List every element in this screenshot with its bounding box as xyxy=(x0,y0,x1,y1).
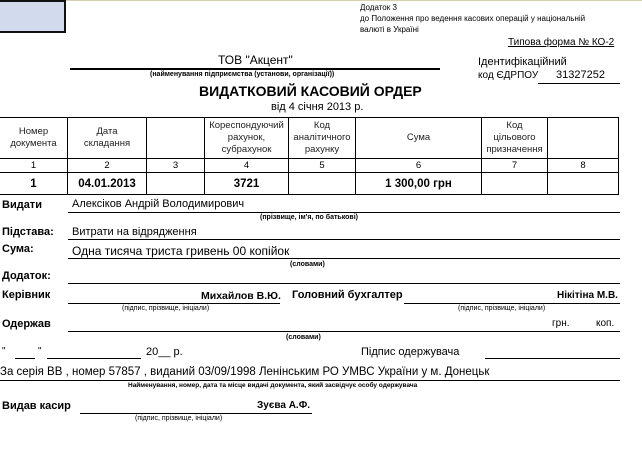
colnum-2: 2 xyxy=(68,159,147,173)
id-code: 31327252 xyxy=(556,69,605,81)
cell-corr-account[interactable]: 3721 xyxy=(205,173,289,195)
attachment-label: Додаток: xyxy=(2,270,51,282)
issue-to-caption: (прізвище, ім'я, по батькові) xyxy=(260,214,358,221)
organization-caption: (найменування підприємства (установи, організації)) xyxy=(150,71,335,78)
chief-accountant-caption: (підпис, прізвище, ініціали) xyxy=(458,305,546,312)
id-document-underline xyxy=(0,380,620,381)
cell-date[interactable]: 04.01.2013 xyxy=(68,173,147,195)
date-quote-close: " xyxy=(38,346,42,357)
colnum-6: 6 xyxy=(356,159,482,173)
date-day-blank[interactable] xyxy=(15,358,35,359)
header-amount: Сума xyxy=(356,118,482,159)
cashier-caption: (підпис, прізвище, ініціали) xyxy=(135,415,223,422)
organization-name: ТОВ "Акцент" xyxy=(218,53,293,67)
colnum-3: 3 xyxy=(147,159,205,173)
chief-accountant-label: Головний бухгалтер xyxy=(292,289,403,301)
basis-value[interactable]: Витрати на відрядження xyxy=(72,226,197,238)
id-code-underline xyxy=(538,83,620,84)
head-caption: (підпис, прізвище, ініціали) xyxy=(122,305,210,312)
received-uah: грн. xyxy=(552,318,570,329)
id-document-caption: Найменування, номер, дата та місце видачі документа, який засвідчує особу одержувача xyxy=(128,382,418,389)
header-analytic-code: Код аналітичного рахунку xyxy=(289,118,356,159)
head-underline xyxy=(68,303,280,304)
cashier-value[interactable]: Зуєва А.Ф. xyxy=(257,400,311,411)
colnum-4: 4 xyxy=(205,159,289,173)
order-table xyxy=(0,117,619,195)
amount-value[interactable]: Одна тисяча триста гривень 00 копійок xyxy=(72,244,290,258)
id-label-line1: Ідентифікаційний xyxy=(478,56,567,68)
issue-to-underline xyxy=(68,212,620,213)
amount-caption: (словами) xyxy=(290,261,325,268)
form-type: Типова форма № КО-2 xyxy=(508,37,615,48)
head-value[interactable]: Михайлов В.Ю. xyxy=(201,290,281,302)
header-col8 xyxy=(548,118,619,159)
cell-purpose-code[interactable] xyxy=(482,173,548,195)
colnum-1: 1 xyxy=(0,159,68,173)
date-year: 20__ р. xyxy=(146,346,183,358)
document-date: від 4 січня 2013 р. xyxy=(271,101,364,113)
header-date: Дата складання xyxy=(68,118,147,159)
basis-underline xyxy=(68,239,620,240)
cell-col8[interactable] xyxy=(548,173,619,195)
document-title: ВИДАТКОВИЙ КАСОВИЙ ОРДЕР xyxy=(199,83,422,99)
chief-accountant-underline xyxy=(404,303,620,304)
issue-to-value[interactable]: Алексіков Андрій Володимирович xyxy=(72,198,245,210)
id-document-value[interactable]: За серія ВВ , номер 57857 , виданий 03/09/1998 Ленінським РО УМВС України у м. Донецьк xyxy=(0,366,490,378)
chief-accountant-value[interactable]: Нікітіна М.В. xyxy=(557,290,618,301)
date-quote-open: " xyxy=(2,346,6,357)
received-underline xyxy=(68,331,620,332)
table-row xyxy=(0,173,619,195)
header-col3 xyxy=(147,118,205,159)
received-kop: коп. xyxy=(596,318,615,329)
amount-label: Сума: xyxy=(2,243,34,255)
amount-underline xyxy=(68,258,620,259)
cashier-label: Видав касир xyxy=(2,400,71,412)
appendix-line3: валюті в Україні xyxy=(360,25,419,34)
cell-col3[interactable] xyxy=(147,173,205,195)
header-purpose-code: Код цільового призначення xyxy=(482,118,548,159)
received-caption: (словами) xyxy=(286,334,321,341)
sheet-top-border xyxy=(0,0,642,1)
cashier-underline xyxy=(80,413,312,414)
cell-analytic-code[interactable] xyxy=(289,173,356,195)
cell-amount[interactable]: 1 300,00 грн xyxy=(356,173,482,195)
basis-label: Підстава: xyxy=(2,226,54,238)
organization-underline xyxy=(70,68,440,70)
cell-doc-number[interactable]: 1 xyxy=(0,173,68,195)
recipient-signature-line[interactable] xyxy=(485,358,620,359)
head-label: Керівник xyxy=(2,289,51,301)
id-label-line2: код ЄДРПОУ xyxy=(478,70,539,81)
received-label: Одержав xyxy=(2,318,51,330)
issue-to-label: Видати xyxy=(2,199,42,211)
colnum-5: 5 xyxy=(289,159,356,173)
table-header-row xyxy=(0,118,619,159)
header-corr-account: Кореспондуючий рахунок, субрахунок xyxy=(205,118,289,159)
appendix-line2: до Положення про ведення касових операцій у національній xyxy=(360,14,586,23)
recipient-signature-label: Підпис одержувача xyxy=(361,346,460,358)
selected-cell[interactable] xyxy=(0,0,66,33)
table-column-number-row xyxy=(0,159,619,173)
colnum-8: 8 xyxy=(548,159,619,173)
appendix-line1: Додаток 3 xyxy=(360,3,397,12)
header-doc-number: Номер документа xyxy=(0,118,68,159)
date-month-blank[interactable] xyxy=(47,358,141,359)
colnum-7: 7 xyxy=(482,159,548,173)
attachment-underline xyxy=(68,283,620,284)
